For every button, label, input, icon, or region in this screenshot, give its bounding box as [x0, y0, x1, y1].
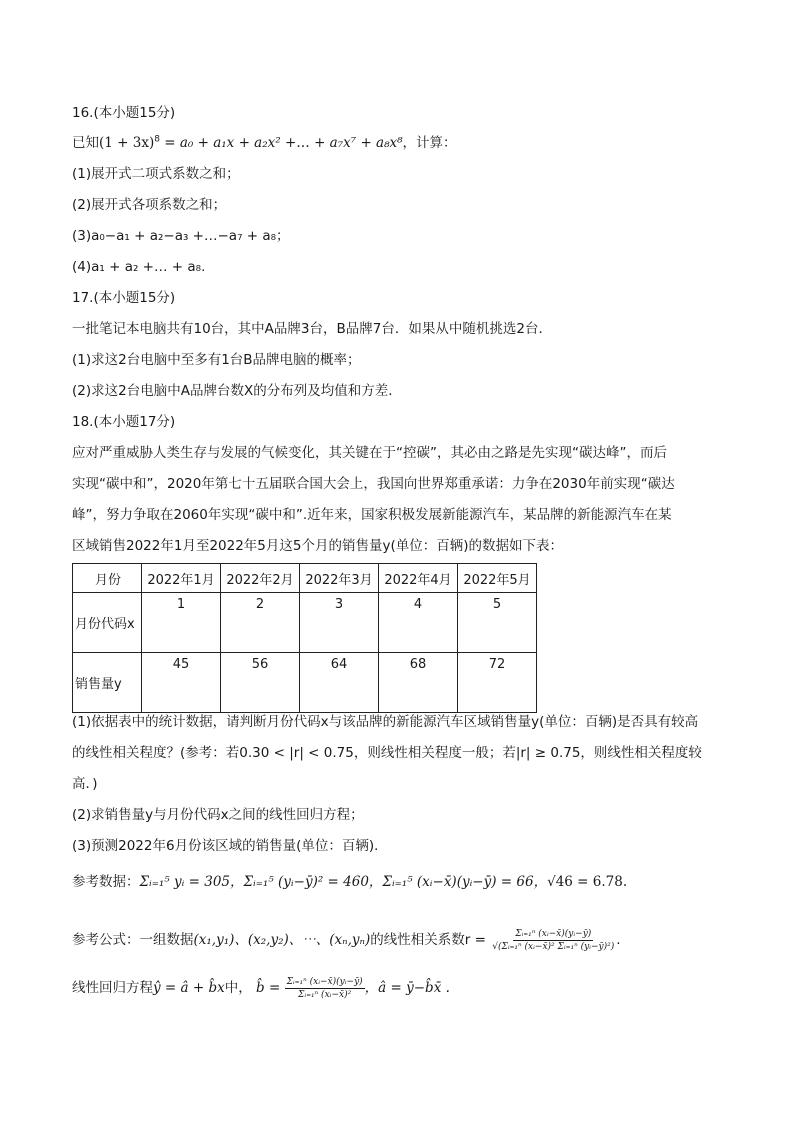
cell-month: 2022年4月: [379, 564, 458, 593]
q18-para-1: 应对严重威胁人类生存与发展的气候变化，其关键在于“控碳”，其必由之路是先实现“碳达峰”，而后: [72, 445, 667, 461]
reference-data: 参考数据：Σᵢ₌₁⁵ yᵢ = 305，Σᵢ₌₁⁵ (yᵢ−ȳ)² = 460，Σᵢ₌₁⁵ (xᵢ−x̄)(yᵢ−ȳ) = 66，√46 = 6.78.: [72, 874, 628, 890]
cell-sales: 72: [458, 653, 537, 713]
cell-code: 3: [300, 593, 379, 653]
q18-item-1c: 高．): [72, 776, 98, 792]
cell-sales: 64: [300, 653, 379, 713]
row-label-code: 月份代码x: [73, 593, 142, 653]
cell-code: 4: [379, 593, 458, 653]
table-row-code: [73, 593, 537, 653]
q18-item-3: (3)预测2022年6月份该区域的销售量(单位：百辆)．: [72, 838, 388, 854]
row-label-sales: 销售量y: [73, 653, 142, 713]
q16-item-1: (1)展开式二项式系数之和；: [72, 166, 240, 182]
table-row-sales: [73, 653, 537, 713]
q16-header: 16.(本小题15分): [72, 105, 176, 121]
b-fraction: $\frac{\text{Σᵢ₌₁ⁿ (xᵢ−x̄)(yᵢ−ȳ)}}{\text{Σᵢ₌₁ⁿ (xᵢ−x̄)²}}$: [286, 976, 363, 1000]
q18-item-1a: (1)依据表中的统计数据，请判断月份代码x与该品牌的新能源汽车区域销售量y(单位：百辆)是否具有较高: [72, 714, 699, 730]
q18-item-1b: 的线性相关程度？(参考：若0.30 < |r| < 0.75，则线性相关程度一般；若|r| ≥ 0.75，则线性相关程度较: [72, 745, 702, 761]
cell-sales: 56: [221, 653, 300, 713]
reference-formula-regression: 线性回归方程ŷ = â + b̂x中， b̂ = $\frac{\text{Σᵢ₌₁ⁿ (xᵢ−x̄)(yᵢ−ȳ)}}{\text{Σᵢ₌₁ⁿ (xᵢ−x̄)²}}$ ，â = ȳ−b̂x̄ .: [72, 976, 450, 1000]
q18-item-2: (2)求销售量y与月份代码x之间的线性回归方程；: [72, 807, 364, 823]
r-fraction: $\frac{\text{Σᵢ₌₁ⁿ (xᵢ−x̄)(yᵢ−ȳ)}}{\text{√(Σᵢ₌₁ⁿ (xᵢ−x̄)² Σᵢ₌₁ⁿ (yᵢ−ȳ)²)}}$: [492, 928, 615, 952]
row-label-month: 月份: [73, 564, 142, 593]
table-row-month: [73, 564, 537, 593]
cell-code: 5: [458, 593, 537, 653]
cell-sales: 45: [142, 653, 221, 713]
cell-code: 1: [142, 593, 221, 653]
q18-para-3: 峰”，努力争取在2060年实现“碳中和”.近年来，国家积极发展新能源汽车，某品牌的新能源汽车在某: [72, 507, 672, 523]
q17-header: 17.(本小题15分): [72, 290, 176, 306]
cell-month: 2022年1月: [142, 564, 221, 593]
q17-item-1: (1)求这2台电脑中至多有1台B品牌电脑的概率；: [72, 352, 361, 368]
sales-table: [72, 563, 537, 713]
cell-month: 2022年5月: [458, 564, 537, 593]
q18-para-4: 区域销售2022年1月至2022年5月这5个月的销售量y(单位：百辆)的数据如下表：: [72, 538, 564, 554]
q18-para-2: 实现“碳中和”，2020年第七十五届联合国大会上，我国向世界郑重承诺：力争在2030年前实现“碳达: [72, 476, 675, 492]
q16-item-3: (3)a₀−a₁ + a₂−a₃ +…−a₇ + a₈；: [72, 228, 290, 244]
reference-formula-r: 参考公式：一组数据(x₁,y₁)、(x₂,y₂)、⋯、(xₙ,yₙ)的线性相关系数r = $\frac{\text{Σᵢ₌₁ⁿ (xᵢ−x̄)(yᵢ−ȳ)}}{\text{√(Σᵢ₌₁ⁿ (xᵢ−x̄)² Σᵢ₌₁ⁿ (yᵢ−ȳ)²)}}$ .: [72, 928, 621, 952]
cell-sales: 68: [379, 653, 458, 713]
q17-item-2: (2)求这2台电脑中A品牌台数X的分布列及均值和方差．: [72, 383, 402, 399]
q16-intro: 已知$(1 + 3x)^8 = a_0 + a_1x + a_2x^2$ +… + a₇x⁷ + a₈x⁸，计算：: [72, 134, 457, 151]
q18-header: 18.(本小题17分): [72, 414, 176, 430]
q16-item-2: (2)展开式各项系数之和；: [72, 197, 227, 213]
cell-code: 2: [221, 593, 300, 653]
cell-month: 2022年3月: [300, 564, 379, 593]
q17-intro: 一批笔记本电脑共有10台，其中A品牌3台，B品牌7台．如果从中随机挑选2台．: [72, 321, 552, 337]
q16-item-4: (4)a₁ + a₂ +… + a₈.: [72, 259, 206, 275]
cell-month: 2022年2月: [221, 564, 300, 593]
